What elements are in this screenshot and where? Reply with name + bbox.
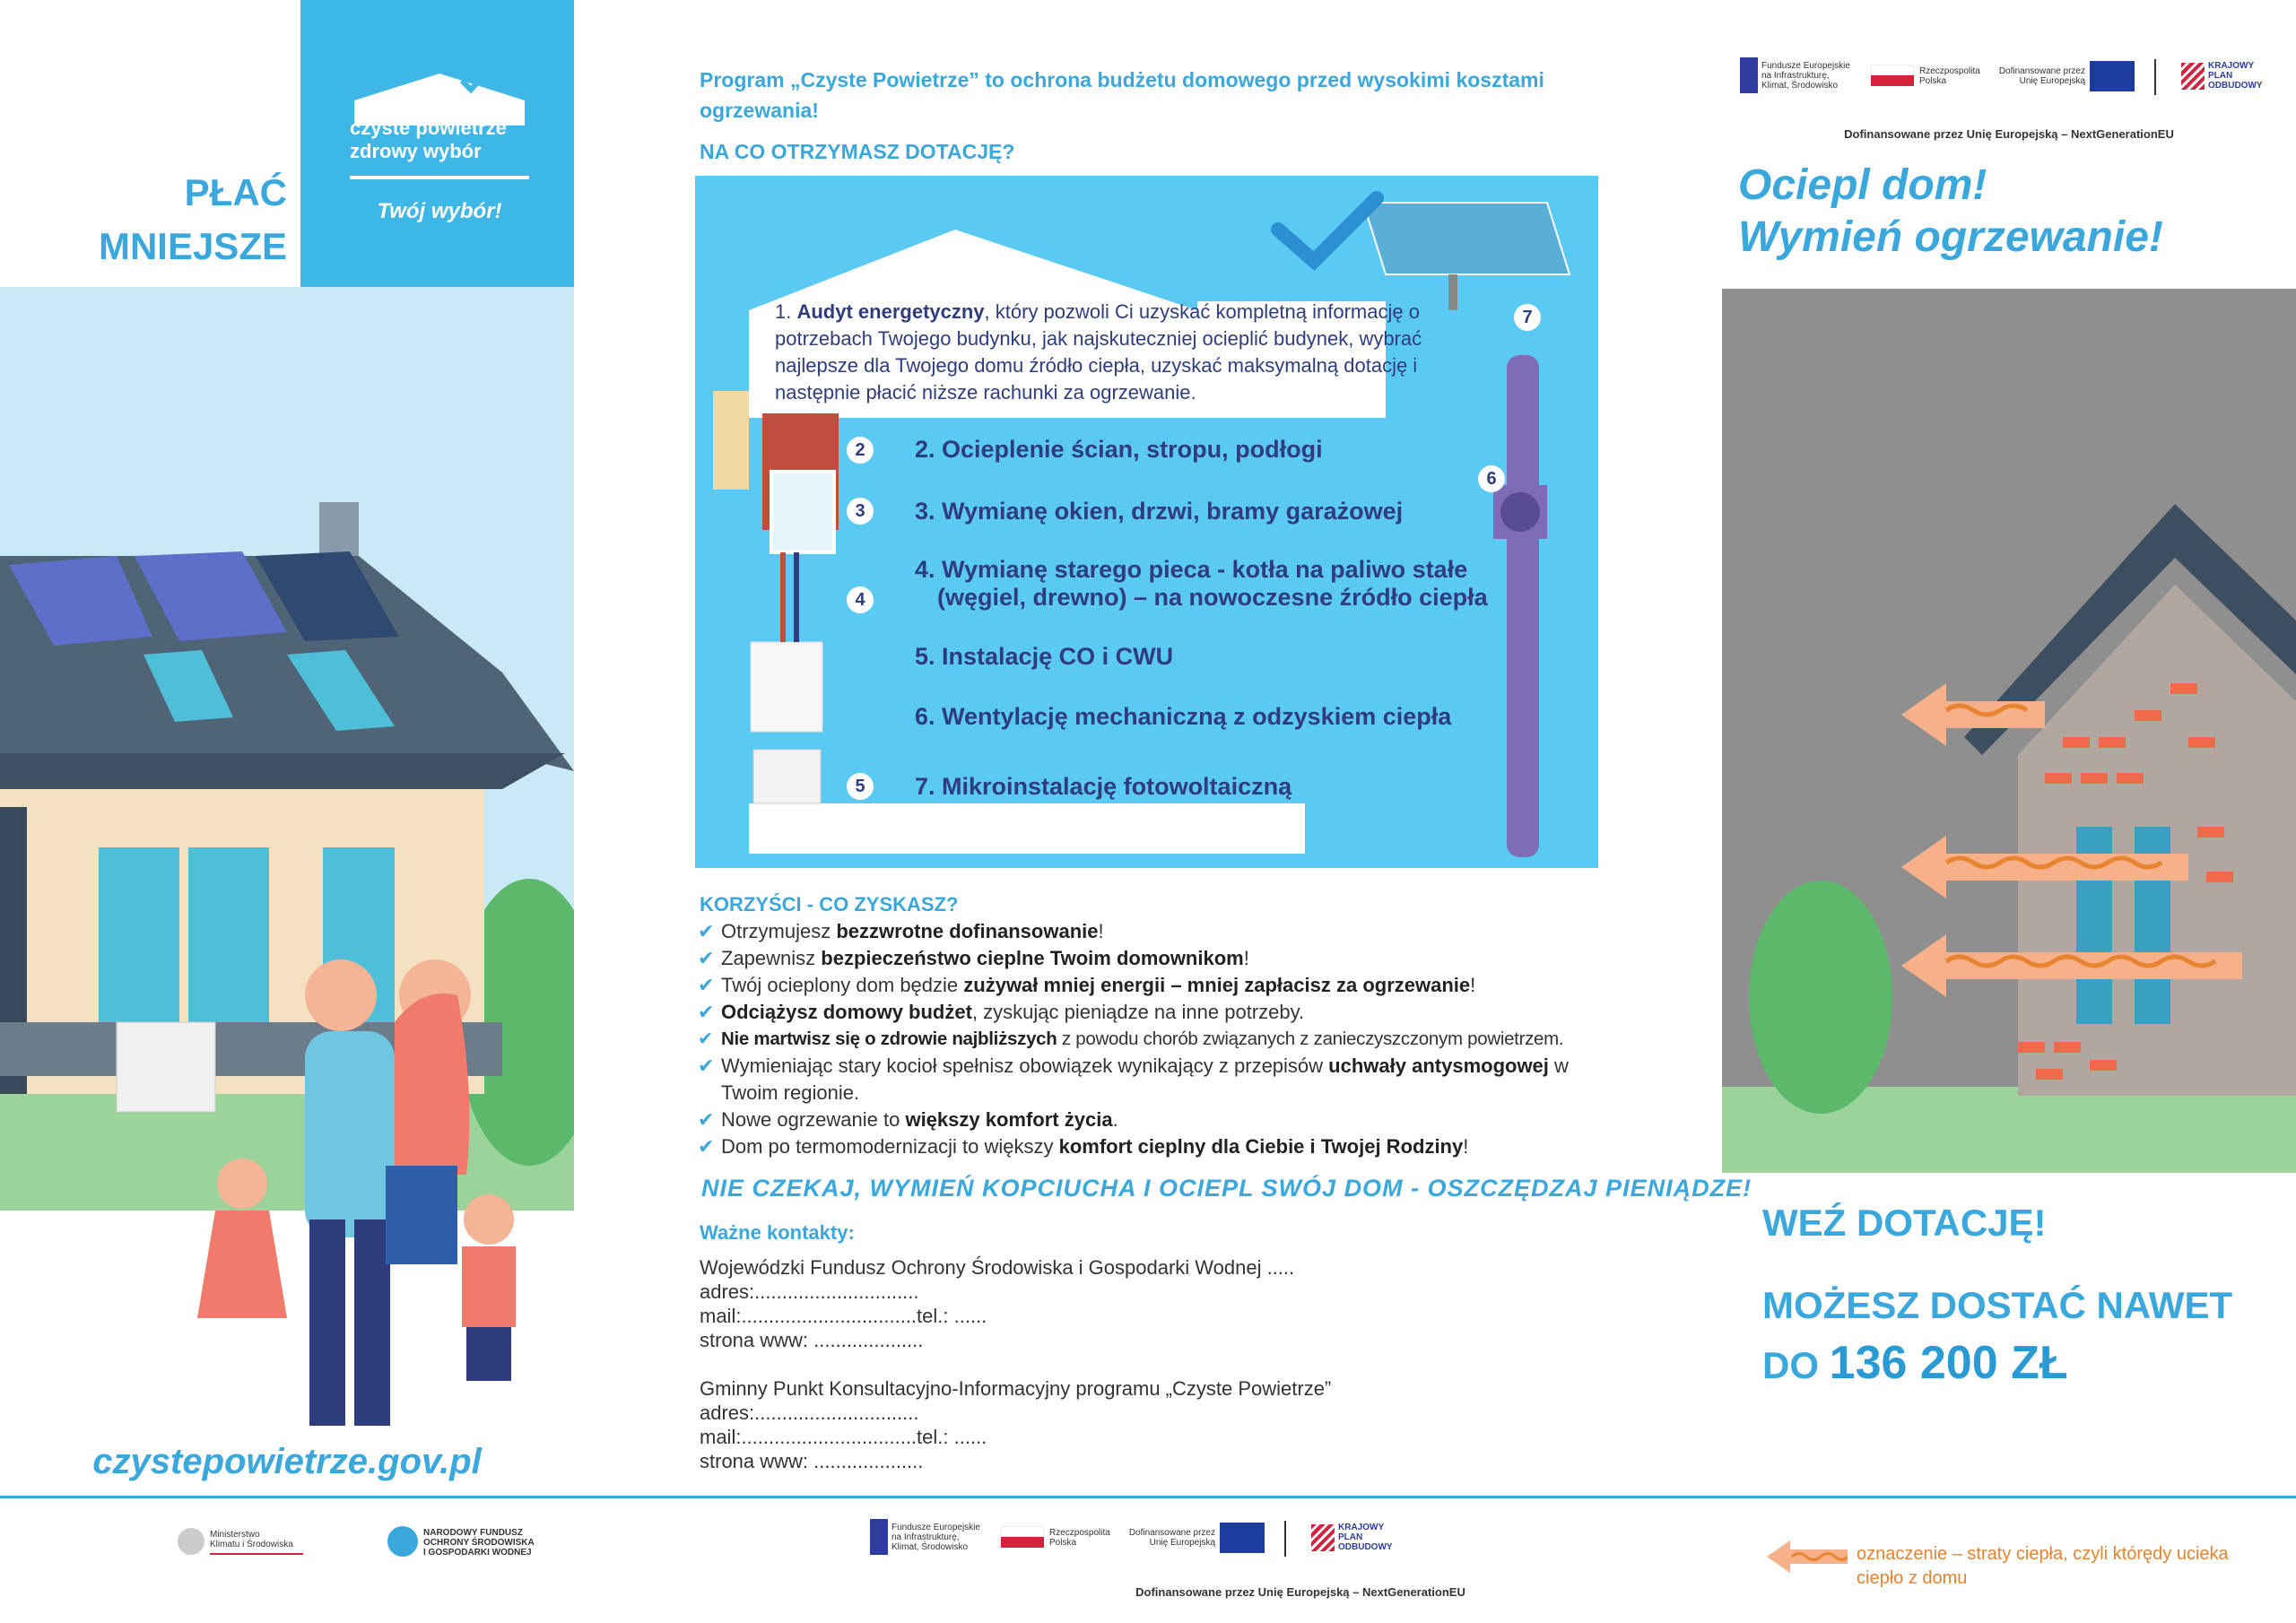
benefit-item: ✔ Otrzymujesz bezzwrotne dofinansowanie!: [698, 918, 1631, 945]
subsidy-item-7: 7. Mikroinstalację fotowoltaiczną: [915, 773, 1292, 800]
subsidy-item-6: 6. Wentylację mechaniczną z odzyskiem ciepła: [915, 703, 1452, 730]
right-headline: [1738, 160, 2163, 264]
benefit-item: ✔ Zapewnisz bezpieczeństwo cieplne Twoim domownikom!: [698, 945, 1631, 972]
logo-tagline: Twój wybór!: [377, 199, 502, 223]
benefit-item: ✔ Nie martwisz się o zdrowie najbliższych z powodu chorób związanych z zanieczyszczonym powietrzem.: [698, 1026, 1631, 1053]
marker-4: 4: [847, 586, 874, 613]
contact1-address: adres:..............................: [700, 1280, 919, 1303]
benefits-heading: KORZYŚCI - CO ZYSKASZ?: [700, 893, 959, 916]
logo-divider: [1284, 1521, 1286, 1557]
contact1-mail: mail:................................tel.: ......: [700, 1305, 987, 1327]
max-amount-line2: [1762, 1336, 2068, 1390]
benefit-item: ✔ Odciążysz domowy budżet, zyskując pieniądze na inne potrzeby.: [698, 999, 1631, 1026]
check-icon: ✔: [698, 1108, 715, 1131]
contact1-www: strona www: ....................: [700, 1329, 924, 1351]
slogan: NIE CZEKAJ, WYMIEŃ KOPCIUCHA I OCIEPL SWÓJ DOM - OSZCZĘDZAJ PIENIĄDZE!: [701, 1175, 1752, 1202]
check-icon: ✔: [698, 974, 715, 996]
subsidy-item-2: 2. Ocieplenie ścian, stropu, podłogi: [915, 436, 1323, 463]
ministry-logo: Ministerstwo Klimatu i Środowiska: [178, 1524, 321, 1560]
marker-7: 7: [1514, 304, 1541, 331]
max-prefix: DO: [1762, 1344, 1830, 1386]
heat-loss-house-illustration: [1722, 289, 2296, 1173]
poland-flag-white: [1001, 1526, 1044, 1537]
ministry-underline: [210, 1553, 303, 1555]
contact2-mail: mail:................................tel.: ......: [700, 1426, 987, 1448]
benefit-item: ✔ Dom po termomodernizacji to większy komfort cieplny dla Ciebie i Twojej Rodziny!: [698, 1133, 1631, 1160]
contacts-block: [700, 1255, 1507, 1473]
max-amount-value: 136 200 ZŁ: [1829, 1337, 2068, 1389]
audit-description: , który pozwoli Ci uzyskać kompletną informację o potrzebach Twojego budynku, jak najskuteczniej ocieplić budynek, wybrać najlepsze dla Twojego domu źródło ciepła, uzyskać maksymalną dotację i następnie płacić niższe rachunki za ogrzewanie.: [775, 300, 1422, 404]
check-icon: ✔: [698, 920, 715, 942]
eagle-icon: [178, 1528, 204, 1555]
poland-flag-icon: [1001, 1537, 1044, 1548]
subsidy-item-3: 3. Wymianę okien, drzwi, bramy garażowej: [915, 498, 1404, 525]
benefits-list: [698, 918, 1631, 1160]
czyste-powietrze-logo: [300, 0, 574, 287]
check-icon: ✔: [698, 1001, 715, 1023]
poland-flag-icon: [1871, 75, 1914, 86]
fe-logo-icon: [1740, 57, 1758, 93]
benefit-item: ✔ Twój ocieplony dom będzie zużywał mniej energii – mniej zapłacisz za ogrzewanie!: [698, 972, 1631, 999]
take-subsidy-heading: WEŹ DOTACJĘ!: [1762, 1202, 2047, 1244]
check-icon: ✔: [698, 1135, 715, 1158]
marker-3: 3: [847, 498, 874, 525]
left-headline-line1: PŁAĆ MNIEJSZE: [98, 171, 287, 267]
kpo-logo-icon: [1311, 1524, 1335, 1551]
heat-loss-legend: oznaczenie – straty ciepła, czyli którędy ucieka ciepło z domu: [1857, 1544, 2229, 1588]
eu-flag-icon: [2090, 61, 2135, 91]
subsidy-item-4: 4. Wymianę starego pieca - kotła na paliwo stałe: [915, 556, 1468, 583]
right-headline-line2: Wymień ogrzewanie!: [1738, 213, 2163, 261]
subsidy-heading: NA CO OTRZYMASZ DOTACJĘ?: [700, 140, 1015, 163]
nfosigw-icon: [387, 1526, 418, 1557]
cofund-text-bottom: Dofinansowane przez Unię Europejską – NextGenerationEU: [1135, 1585, 1465, 1599]
kpo-logo-icon: [2181, 63, 2205, 90]
contact1-name: Wojewódzki Fundusz Ochrony Środowiska i Gospodarki Wodnej .....: [700, 1256, 1295, 1279]
contact2-name: Gminny Punkt Konsultacyjno-Informacyjny programu „Czyste Powietrze”: [700, 1377, 1332, 1400]
check-icon: ✔: [698, 947, 715, 969]
audit-number: 1.: [775, 300, 792, 323]
contact2-www: strona www: ....................: [700, 1450, 924, 1472]
funding-logos-bottom: Fundusze Europejskie na Infrastrukturę, Klimat, Środowisko Rzeczpospolita Polska Dofinansowane przez Unię Europejską KRAJOWY PLAN ODBUDOWY: [870, 1517, 1408, 1562]
website-url[interactable]: czystepowietrze.gov.pl: [92, 1442, 482, 1481]
marker-5: 5: [847, 773, 874, 800]
audit-bold: Audyt energetyczny: [796, 300, 985, 323]
contacts-heading: Ważne kontakty:: [700, 1221, 855, 1244]
fe-logo-icon: [870, 1519, 888, 1555]
funding-logos-top: Fundusze Europejskie na Infrastrukturę, Klimat, Środowisko Rzeczpospolita Polska Dofinansowane przez Unię Europejską KRAJOWY PLAN ODBUDOWY: [1740, 56, 2278, 100]
heat-loss-arrow-icon: [1767, 1539, 1848, 1575]
program-intro: Program „Czyste Powietrze” to ochrona budżetu domowego przed wysokimi kosztami ogrzewania!: [700, 68, 1544, 122]
logo-line1: czyste powietrze: [350, 117, 507, 139]
check-icon: ✔: [698, 1028, 713, 1049]
family-house-illustration: [0, 287, 574, 1488]
logo-divider: [2154, 59, 2156, 95]
logo-divider: [350, 176, 529, 179]
subsidy-item-4-cont: (węgiel, drewno) – na nowoczesne źródło ciepła: [937, 584, 1488, 611]
marker-2: 2: [847, 437, 874, 464]
poland-flag-white: [1871, 65, 1914, 75]
contact2-address: adres:..............................: [700, 1402, 919, 1424]
eu-flag-icon: [1220, 1523, 1265, 1553]
check-icon: ✔: [698, 1055, 715, 1077]
footer-divider: [0, 1496, 2296, 1498]
max-amount-line1: MOŻESZ DOSTAĆ NAWET: [1762, 1284, 2233, 1326]
marker-6: 6: [1478, 465, 1505, 492]
benefit-item: ✔ Nowe ogrzewanie to większy komfort życia.: [698, 1107, 1631, 1133]
logo-line2: zdrowy wybór: [350, 140, 482, 162]
cofund-text-top: Dofinansowane przez Unię Europejską – NextGenerationEU: [1844, 127, 2174, 141]
right-headline-line1: Ociepl dom!: [1738, 161, 1987, 209]
benefit-item: ✔ Wymieniając stary kocioł spełnisz obowiązek wynikający z przepisów uchwały antysmogowej w Twoim regionie.: [698, 1055, 1569, 1104]
subsidy-item-5: 5. Instalację CO i CWU: [915, 643, 1174, 670]
audit-item: [775, 299, 1492, 406]
nfosigw-logo: NARODOWY FUNDUSZ OCHRONY ŚRODOWISKA I GOSPODARKI WODNEJ: [387, 1524, 540, 1560]
